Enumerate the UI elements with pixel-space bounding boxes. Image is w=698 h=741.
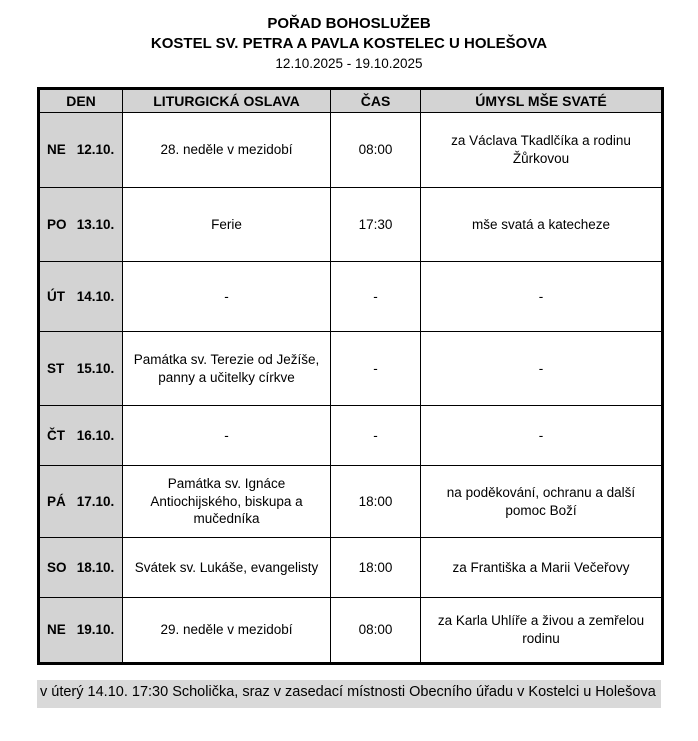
intention-cell: za Václava Tkadlčíka a rodinu Žůrkovou bbox=[421, 113, 663, 188]
time-cell: 18:00 bbox=[331, 538, 421, 598]
time-cell: - bbox=[331, 262, 421, 332]
day-cell bbox=[39, 406, 123, 466]
day-abbr: SO bbox=[47, 559, 67, 575]
table-row bbox=[39, 113, 663, 188]
table-row bbox=[39, 188, 663, 262]
intention-cell: na poděkování, ochranu a další pomoc Boží bbox=[421, 466, 663, 538]
intention-cell: za Františka a Marii Večeřovy bbox=[421, 538, 663, 598]
day-abbr: ÚT bbox=[47, 288, 65, 304]
day-cell bbox=[39, 113, 123, 188]
time-cell: - bbox=[331, 332, 421, 406]
day-abbr: NE bbox=[47, 622, 66, 638]
feast-cell: Ferie bbox=[123, 188, 331, 262]
feast-cell: 28. neděle v mezidobí bbox=[123, 113, 331, 188]
day-date: 19.10. bbox=[76, 622, 115, 638]
table-row bbox=[39, 538, 663, 598]
col-header-umysl: ÚMYSL MŠE SVATÉ bbox=[421, 89, 663, 113]
page-subtitle: KOSTEL SV. PETRA A PAVLA KOSTELEC U HOLEŠOVA bbox=[150, 35, 548, 52]
day-cell bbox=[39, 188, 123, 262]
day-date: 12.10. bbox=[76, 142, 115, 158]
document-header bbox=[37, 14, 661, 73]
intention-cell: za Karla Uhlíře a živou a zemřelou rodinu bbox=[421, 598, 663, 664]
day-abbr: PÁ bbox=[47, 493, 66, 509]
day-abbr: PO bbox=[47, 216, 67, 232]
day-date: 14.10. bbox=[76, 288, 115, 304]
time-cell: 08:00 bbox=[331, 598, 421, 664]
day-cell bbox=[39, 332, 123, 406]
col-header-liturgicka-oslava: LITURGICKÁ OSLAVA bbox=[123, 89, 331, 113]
time-cell: 18:00 bbox=[331, 466, 421, 538]
day-date: 18.10. bbox=[76, 559, 115, 575]
day-abbr: ČT bbox=[47, 427, 65, 443]
day-date: 16.10. bbox=[76, 427, 115, 443]
col-header-den: DEN bbox=[39, 89, 123, 113]
day-date: 13.10. bbox=[76, 216, 115, 232]
feast-cell: 29. neděle v mezidobí bbox=[123, 598, 331, 664]
time-cell: 08:00 bbox=[331, 113, 421, 188]
footer-note: v úterý 14.10. 17:30 Scholička, sraz v zasedací místnosti Obecního úřadu v Kostelci u Holešova bbox=[37, 680, 661, 708]
time-cell: 17:30 bbox=[331, 188, 421, 262]
intention-cell: - bbox=[421, 262, 663, 332]
day-abbr: ST bbox=[47, 360, 65, 376]
schedule-table bbox=[37, 87, 664, 665]
day-cell bbox=[39, 598, 123, 664]
table-row bbox=[39, 598, 663, 664]
feast-cell: Svátek sv. Lukáše, evangelisty bbox=[123, 538, 331, 598]
page-title: POŘAD BOHOSLUŽEB bbox=[267, 15, 431, 32]
intention-cell: - bbox=[421, 406, 663, 466]
intention-cell: - bbox=[421, 332, 663, 406]
day-cell bbox=[39, 262, 123, 332]
day-abbr: NE bbox=[47, 142, 66, 158]
table-row bbox=[39, 406, 663, 466]
table-row bbox=[39, 466, 663, 538]
day-date: 17.10. bbox=[76, 493, 115, 509]
feast-cell: - bbox=[123, 262, 331, 332]
table-header-row bbox=[39, 89, 663, 113]
feast-cell: Památka sv. Ignáce Antiochijského, biskupa a mučedníka bbox=[123, 466, 331, 538]
feast-cell: - bbox=[123, 406, 331, 466]
table-row bbox=[39, 262, 663, 332]
table-row bbox=[39, 332, 663, 406]
col-header-cas: ČAS bbox=[331, 89, 421, 113]
time-cell: - bbox=[331, 406, 421, 466]
day-cell bbox=[39, 466, 123, 538]
day-date: 15.10. bbox=[76, 360, 115, 376]
day-cell bbox=[39, 538, 123, 598]
intention-cell: mše svatá a katecheze bbox=[421, 188, 663, 262]
feast-cell: Památka sv. Terezie od Ježíše, panny a učitelky církve bbox=[123, 332, 331, 406]
date-range: 12.10.2025 - 19.10.2025 bbox=[275, 56, 423, 71]
